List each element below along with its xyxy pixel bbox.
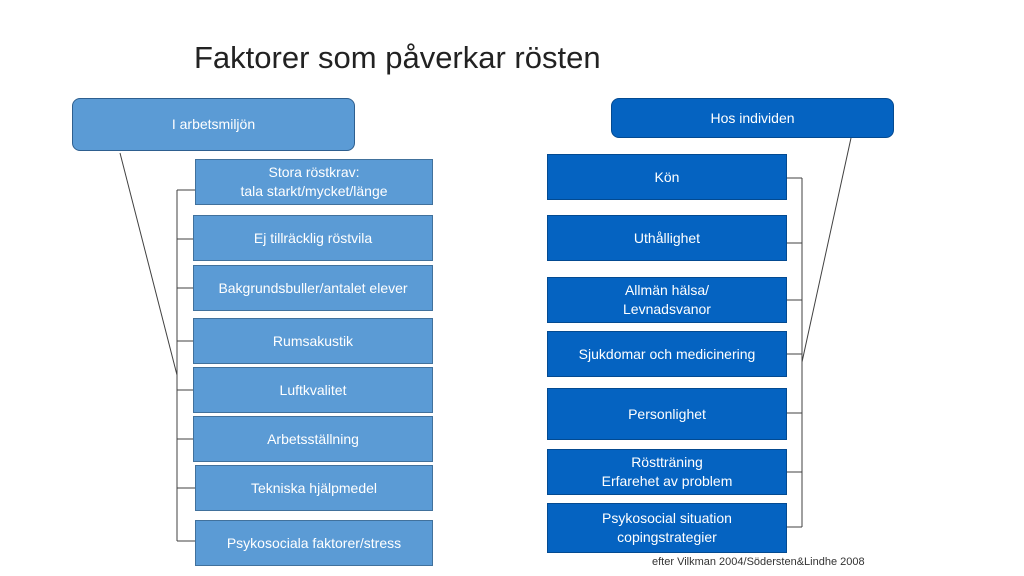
right-item-box (547, 215, 787, 261)
right-item-label: Psykosocial situation copingstrategier (602, 510, 732, 545)
left-item-box (193, 367, 433, 413)
left-item-label: Luftkvalitet (279, 381, 347, 398)
left-item-label: Arbetsställning (267, 430, 359, 447)
right-item-label: Uthållighet (633, 229, 701, 246)
left-item-label: Rumsakustik (272, 332, 354, 349)
right-item-label: Röstträning Erfarehet av problem (601, 454, 733, 489)
right-item-box (547, 331, 787, 377)
left-item-box (193, 215, 433, 261)
left-item-box (193, 416, 433, 462)
left-item-label: Tekniska hjälpmedel (250, 479, 378, 496)
right-header-label: Hos individen (710, 109, 795, 126)
left-item-label: Psykosociala faktorer/stress (226, 534, 402, 551)
left-item-box (193, 265, 433, 311)
left-item-label: Ej tillräcklig röstvila (253, 229, 373, 246)
left-header-box (72, 98, 355, 151)
left-item-label: Stora röstkrav: tala starkt/mycket/länge (240, 164, 388, 199)
left-item-box (195, 520, 433, 566)
right-item-label: Sjukdomar och medicinering (578, 345, 756, 362)
right-item-box (547, 449, 787, 495)
left-item-box (193, 318, 433, 364)
right-item-box (547, 154, 787, 200)
right-item-box (547, 388, 787, 440)
right-item-label: Personlighet (628, 405, 706, 422)
right-item-label: Allmän hälsa/ Levnadsvanor (623, 282, 711, 317)
left-header-label: I arbetsmiljön (171, 116, 256, 132)
left-item-box (195, 159, 433, 205)
left-item-box (195, 465, 433, 511)
right-item-box (547, 503, 787, 553)
right-item-label: Kön (654, 168, 680, 185)
right-diagonal-line (802, 138, 851, 362)
right-header-box (611, 98, 894, 138)
citation-text: efter Vilkman 2004/Södersten&Lindhe 2008 (652, 556, 865, 568)
slide-title: Faktorer som påverkar rösten (194, 40, 601, 75)
right-item-box (547, 277, 787, 323)
left-item-label: Bakgrundsbuller/antalet elever (218, 279, 408, 296)
left-diagonal-line (120, 153, 177, 375)
